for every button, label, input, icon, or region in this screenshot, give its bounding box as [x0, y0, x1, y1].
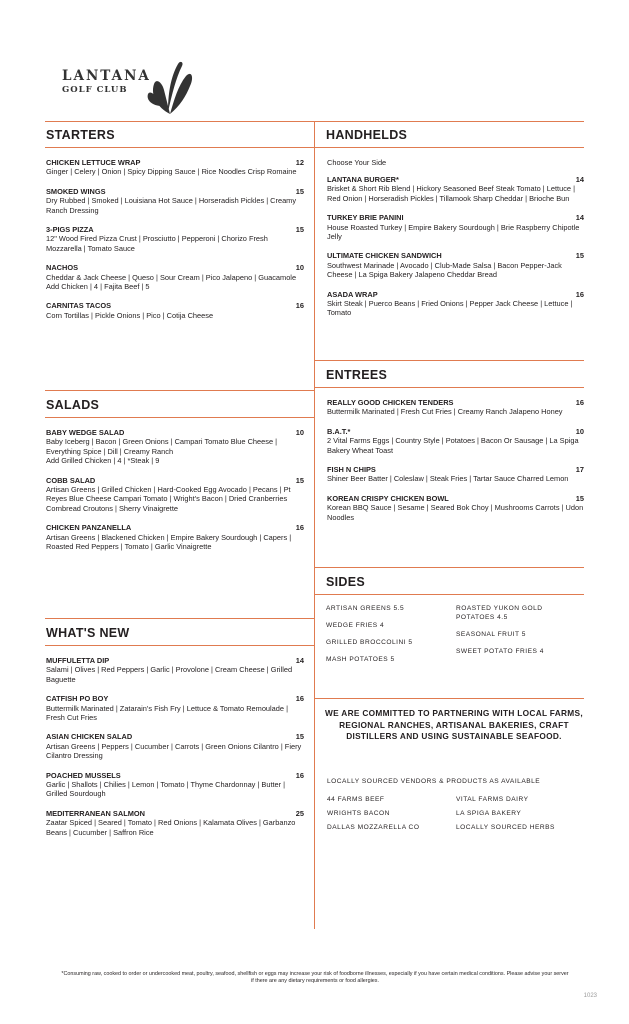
item-price: 15: [295, 186, 304, 196]
section-title-whats-new: WHAT'S NEW: [46, 626, 130, 640]
section-title-starters: STARTERS: [46, 128, 115, 142]
item-name: TURKEY BRIE PANINI: [327, 213, 404, 223]
menu-item: [327, 427, 584, 455]
menu-item: [327, 251, 584, 279]
item-name: CHICKEN LETTUCE WRAP: [46, 158, 141, 167]
vendors-heading: LOCALLY SOURCED VENDORS & PRODUCTS AS AVAILABLE: [327, 778, 541, 785]
menu-item: [46, 428, 304, 466]
page-code: 1023: [583, 993, 597, 999]
item-name: CARNITAS TACOS: [46, 301, 112, 311]
item-name: NACHOS: [46, 263, 79, 273]
section-rule: [314, 594, 584, 595]
sourcing-commitment: WE ARE COMMITTED TO PARTNERING WITH LOCAL FARMS, REGIONAL RANCHES, ARTISANAL BAKERIES, CRAFT DISTILLERS AND USING SUSTAINABLE SEAFOOD.: [325, 708, 583, 741]
vendor-item: 44 FARMS BEEF: [327, 796, 385, 803]
item-description: Cheddar & Jack Cheese | Queso | Sour Cream | Pico Jalapeno | Guacamole: [46, 272, 297, 282]
menu-item: [46, 809, 304, 837]
menu-item: [46, 158, 304, 177]
item-name: REALLY GOOD CHICKEN TENDERS: [327, 398, 454, 407]
section-title-entrees: ENTREES: [326, 368, 388, 382]
item-name: CHICKEN PANZANELLA: [46, 523, 132, 533]
salads-list: [46, 428, 304, 561]
side-item: ARTISAN GREENS 5.5: [326, 605, 405, 612]
logo-wordmark: [62, 70, 151, 94]
side-item: MASH POTATOES 5: [326, 656, 395, 663]
item-description: Ginger | Celery | Onion | Spicy Dipping Sauce | Rice Noodles Crisp Romaine: [46, 167, 297, 177]
item-description: 12" Wood Fired Pizza Crust | Prosciutto | Pepperoni | Chorizo Fresh Mozzarella | Tomato Sauce: [46, 234, 268, 253]
item-description: Korean BBQ Sauce | Sesame | Seared Bok Choy | Mushrooms Carrots | Udon Noodles: [327, 503, 584, 522]
item-description: Artisan Greens | Peppers | Cucumber | Carrots | Green Onions Cilantro | Fiery Cilantro Dressing: [46, 741, 302, 761]
item-description: Artisan Greens | Grilled Chicken | Hard-Cooked Egg Avocado | Pecans | Pt Reyes Blue Cheese Campari Tomato | Wright's Bacon | Dried Cranberries Cornbread Croutons | Sherry Vinaigrette: [46, 485, 291, 513]
item-name: B.A.T.*: [327, 426, 351, 436]
item-description: House Roasted Turkey | Empire Bakery Sourdough | Brie Raspberry Chipotle Jelly: [327, 222, 580, 242]
item-price: 16: [575, 398, 584, 407]
item-price: 16: [295, 523, 304, 533]
handhelds-list: [327, 158, 584, 328]
vendor-item: LOCALLY SOURCED HERBS: [456, 824, 555, 831]
item-description: Buttermilk Marinated | Zatarain's Fish Fry | Lettuce & Tomato Remoulade | Fresh Cut Fries: [46, 703, 288, 723]
section-title-salads: SALADS: [46, 398, 100, 412]
item-price: 16: [295, 694, 304, 704]
item-name: KOREAN CRISPY CHICKEN BOWL: [327, 493, 449, 503]
side-item: WEDGE FRIES 4: [326, 622, 385, 629]
vendors-right-column: [456, 795, 585, 837]
section-rule: [314, 698, 584, 699]
menu-item: [46, 694, 304, 722]
item-price: 16: [295, 770, 304, 780]
menu-item: [46, 656, 304, 684]
item-description: Zaatar Spiced | Seared | Tomato | Red Onions | Kalamata Olives | Garbanzo Beans | Cucumber | Saffron Rice: [46, 818, 296, 837]
side-item: GRILLED BROCCOLINI 5: [326, 639, 413, 646]
item-price: 15: [295, 475, 304, 485]
menu-item: [327, 213, 584, 241]
section-rule: [314, 147, 584, 148]
item-price: 12: [295, 158, 304, 167]
menu-item: [327, 398, 584, 417]
item-description: Corn Tortillas | Pickle Onions | Pico | Cotija Cheese: [46, 310, 214, 320]
section-rule: [45, 147, 314, 148]
item-price: 25: [295, 808, 304, 818]
sides-left-column: [326, 604, 456, 672]
starters-list: [46, 158, 304, 330]
item-price: 10: [575, 426, 584, 436]
item-description: Dry Rubbed | Smoked | Louisiana Hot Sauce | Horseradish Pickles | Creamy Ranch Dressing: [46, 196, 297, 215]
menu-item: [46, 301, 304, 320]
logo-name: LANTANA: [62, 68, 151, 84]
section-rule: [45, 618, 314, 619]
allergy-footnote: *Consuming raw, cooked to order or undercooked meat, poultry, seafood, shellfish or eggs may increase your risk of foodborne illnesses, especially if you have certain medical conditions. Please advise your server if there are any dietary requirements or food allergies.: [61, 971, 569, 984]
item-description: Shiner Beer Batter | Coleslaw | Steak Fries | Tartar Sauce Charred Lemon: [327, 474, 569, 484]
vendor-item: DALLAS MOZZARELLA CO: [327, 824, 420, 831]
item-name: ASIAN CHICKEN SALAD: [46, 732, 133, 742]
item-description: Baby Iceberg | Bacon | Green Onions | Campari Tomato Blue Cheese | Everything Spice | Dill | Creamy Ranch: [46, 437, 278, 456]
item-description: Brisket & Short Rib Blend | Hickory Seasoned Beef Steak Tomato | Lettuce | Red Onion | Horseradish Pickles | Tillamook Sharp Cheddar | Brioche Bun: [327, 184, 575, 203]
menu-item: [327, 465, 584, 484]
vendors-list: [327, 795, 585, 837]
whats-new-list: [46, 656, 304, 847]
item-description: Buttermilk Marinated | Fresh Cut Fries | Creamy Ranch Jalapeno Honey: [327, 407, 563, 417]
sides-list: [326, 604, 586, 672]
section-title-handhelds: HANDHELDS: [326, 128, 408, 142]
section-title-sides: SIDES: [326, 575, 366, 589]
item-addon: Add Chicken | 4 | Fajita Beef | 5: [46, 282, 150, 292]
item-price: 14: [575, 175, 584, 184]
item-price: 15: [295, 732, 304, 742]
item-name: 3-PIGS PIZZA: [46, 225, 94, 235]
entrees-list: [327, 398, 584, 532]
item-name: POACHED MUSSELS: [46, 770, 121, 780]
item-name: BABY WEDGE SALAD: [46, 428, 125, 437]
item-addon: Add Grilled Chicken | 4 | *Steak | 9: [46, 456, 160, 466]
item-name: MUFFULETTA DIP: [46, 656, 110, 665]
side-item: ROASTED YUKON GOLD POTATOES 4.5: [456, 605, 543, 621]
item-name: ASADA WRAP: [327, 289, 378, 299]
side-item: SWEET POTATO FRIES 4: [456, 648, 544, 655]
menu-item: [327, 290, 584, 318]
item-price: 14: [575, 213, 584, 223]
section-rule: [45, 390, 314, 391]
section-rule: [314, 360, 584, 361]
menu-item: [327, 175, 584, 203]
vendor-item: LA SPIGA BAKERY: [456, 810, 522, 817]
item-name: SMOKED WINGS: [46, 186, 106, 196]
item-price: 15: [575, 493, 584, 503]
item-description: Salami | Olives | Red Peppers | Garlic | Provolone | Cream Cheese | Grilled Baguette: [46, 665, 293, 684]
item-name: MEDITERRANEAN SALMON: [46, 808, 145, 818]
item-description: Skirt Steak | Puerco Beans | Fried Onions | Pepper Jack Cheese | Lettuce | Tomato: [327, 299, 573, 318]
vendor-item: WRIGHTS BACON: [327, 810, 390, 817]
item-price: 16: [575, 289, 584, 299]
menu-item: [46, 523, 304, 551]
item-price: 10: [295, 428, 304, 437]
section-rule: [45, 645, 314, 646]
item-description: 2 Vital Farms Eggs | Country Style | Potatoes | Bacon Or Sausage | La Spiga Bakery Wheat Toast: [327, 436, 579, 455]
menu-item: [46, 732, 304, 760]
menu-item: [327, 494, 584, 522]
logo-subtitle: GOLF CLUB: [62, 84, 128, 95]
section-rule: [314, 387, 584, 388]
sides-right-column: [456, 604, 586, 672]
item-price: 17: [575, 465, 584, 475]
item-price: 16: [295, 301, 304, 311]
vendor-item: VITAL FARMS DAIRY: [456, 796, 529, 803]
vendors-left-column: [327, 795, 456, 837]
item-description: Southwest Marinade | Avocado | Club-Made Salsa | Bacon Pepper-Jack Cheese | La Spiga Bakery Jalapeno Cheddar Bread: [327, 260, 562, 280]
menu-item: [46, 225, 304, 253]
item-price: 15: [295, 225, 304, 235]
item-name: ULTIMATE CHICKEN SANDWICH: [327, 251, 442, 261]
side-choice-note: Choose Your Side: [327, 158, 387, 167]
menu-item: [46, 187, 304, 215]
item-price: 15: [575, 251, 584, 261]
item-price: 14: [295, 656, 304, 665]
item-name: LANTANA BURGER*: [327, 175, 399, 184]
club-logo: [58, 56, 193, 118]
section-rule: [314, 567, 584, 568]
center-divider: [314, 121, 315, 929]
menu-item: [46, 476, 304, 514]
item-name: COBB SALAD: [46, 475, 96, 485]
menu-item: [46, 771, 304, 799]
butterfly-icon: [140, 56, 194, 118]
item-description: Artisan Greens | Blackened Chicken | Empire Bakery Sourdough | Capers | Roasted Red Peppers | Tomato | Garlic Vinaigrette: [46, 532, 292, 552]
section-rule: [45, 417, 314, 418]
side-item: SEASONAL FRUIT 5: [456, 631, 526, 638]
item-description: Garlic | Shallots | Chilies | Lemon | Tomato | Thyme Chardonnay | Butter | Grilled Sourdough: [46, 780, 286, 799]
item-name: CATFISH PO BOY: [46, 694, 109, 704]
item-name: FISH N CHIPS: [327, 465, 376, 475]
menu-item: [46, 263, 304, 291]
item-price: 10: [295, 263, 304, 273]
